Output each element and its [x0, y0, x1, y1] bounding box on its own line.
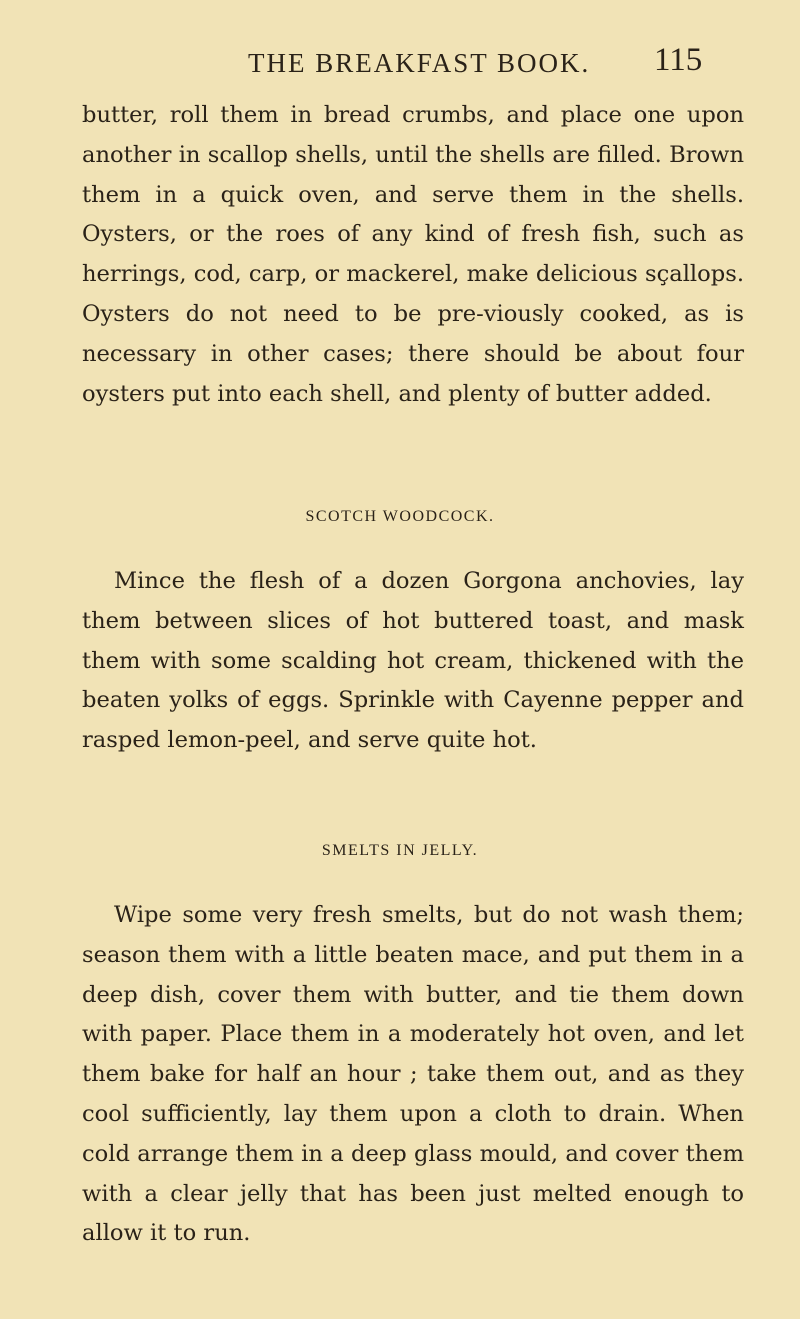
section-heading-scotch-woodcock: SCOTCH WOODCOCK. [305, 508, 495, 525]
running-title: THE BREAKFAST BOOK. [248, 48, 591, 78]
scotch-woodcock-paragraph: Mince the flesh of a dozen Gorgona anchovies, lay them between slices of hot buttered toast, and mask them with some scalding hot cream, thickened with the beaten yolks of eggs. Sprinkle with Cayenne pepper and rasped lemon-peel, and serve quite hot. [82, 568, 744, 754]
section-heading-smelts-in-jelly: SMELTS IN JELLY. [321, 842, 479, 859]
smelts-in-jelly-paragraph: Wipe some very fresh smelts, but do not wash them; season them with a little beaten mace, and put them in a deep dish, cover them with butter, and tie them down with paper. Place them in a moderately hot oven, and let them bake for half an hour ; take them out, and as they cool sufficiently, lay them upon a cloth to drain. When cold arrange them in a deep glass mould, and cover them with a clear jelly that has been just melted enough to allow it to run. [82, 902, 744, 1247]
page-number: 115 [654, 42, 703, 78]
running-head [0, 42, 800, 82]
continued-paragraph: butter, roll them in bread crumbs, and place one upon another in scallop shells, until the shells are filled. Brown them in a quick oven, and serve them in the shells. Oysters, or the roes of any kind of fresh fish, such as herrings, cod, carp, or mackerel, make delicious sçallops. Oysters do not need to be pre-viously cooked, as is necessary in other cases; there should be about four oysters put into each shell, and plenty of butter added. [82, 102, 744, 407]
